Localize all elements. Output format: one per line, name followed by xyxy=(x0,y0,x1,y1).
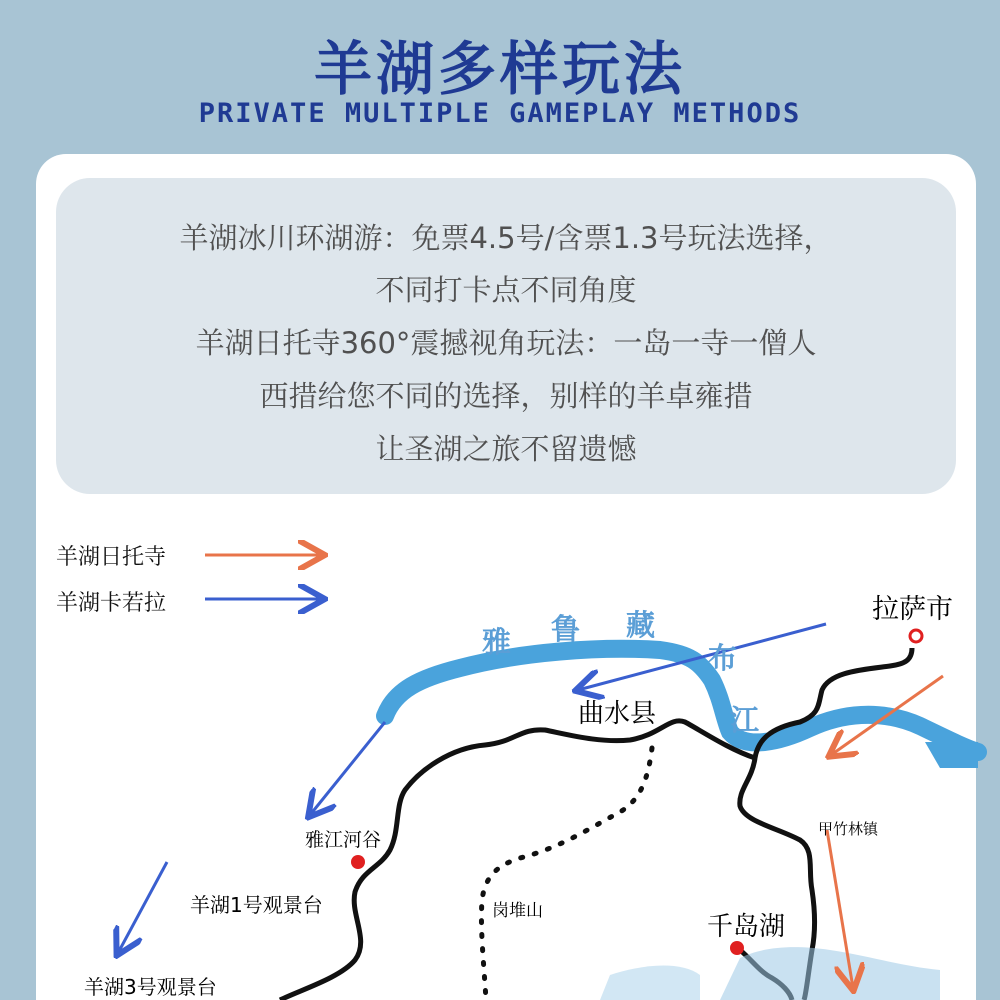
page-title: 羊湖多样玩法 xyxy=(313,35,686,103)
place-jiazhulin: 甲竹林镇 xyxy=(818,820,879,838)
qiandao-marker xyxy=(730,941,744,955)
place-qushui: 曲水县 xyxy=(578,699,657,729)
yajiang-valley-marker xyxy=(351,855,365,869)
intro-line: 羊湖日托寺360°震撼视角玩法：一岛一寺一僧人 xyxy=(195,326,817,360)
place-viewpoint1: 羊湖1号观景台 xyxy=(190,893,323,917)
place-viewpoint3: 羊湖3号观景台 xyxy=(84,975,217,999)
place-gangdui: 岗堆山 xyxy=(492,901,543,921)
river-char: 鲁 xyxy=(551,612,581,646)
arrow-blue-3 xyxy=(118,862,167,953)
intro-line: 西措给您不同的选择，别样的羊卓雍措 xyxy=(259,379,753,413)
place-qiandao: 千岛湖 xyxy=(707,912,786,942)
arrow-blue-2 xyxy=(310,722,385,815)
legend-label-karuola: 羊湖卡若拉 xyxy=(56,591,167,616)
yamdrok-lake xyxy=(720,947,940,1000)
river-char: 雅 xyxy=(482,625,512,659)
river-char: 江 xyxy=(730,703,760,737)
river-char: 布 xyxy=(708,641,738,675)
page-subtitle: PRIVATE MULTIPLE GAMEPLAY METHODS xyxy=(198,98,802,129)
place-lhasa: 拉萨市 xyxy=(872,594,953,625)
intro-line: 不同打卡点不同角度 xyxy=(375,273,637,307)
intro-line: 让圣湖之旅不留遗憾 xyxy=(375,432,637,466)
trail-gangdui xyxy=(481,748,652,1000)
legend-label-rituo: 羊湖日托寺 xyxy=(56,545,167,570)
intro-line: 羊湖冰川环湖游：免票4.5号/含票1.3号玩法选择， xyxy=(179,221,833,255)
lhasa-marker xyxy=(910,630,922,642)
place-yajiang-valley: 雅江河谷 xyxy=(305,829,382,851)
river-char: 藏 xyxy=(626,608,656,642)
